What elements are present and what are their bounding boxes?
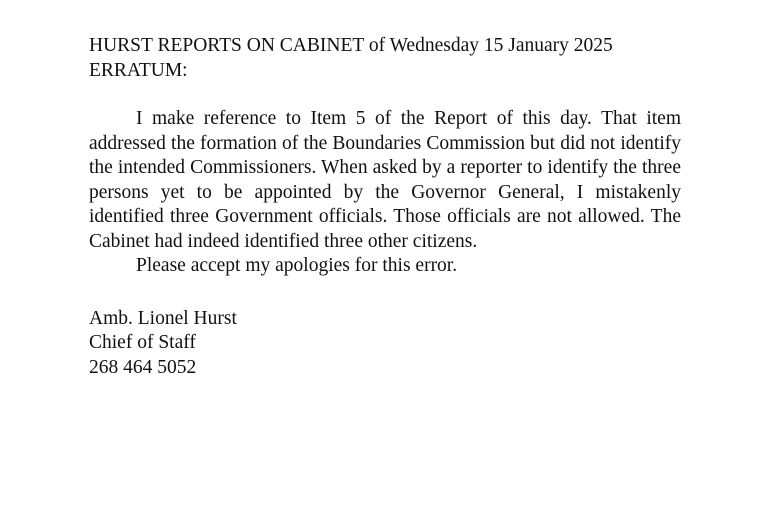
erratum-heading: ERRATUM: [89,59,188,81]
signature-block [89,307,681,381]
signatory-position: Chief of Staff [89,332,196,353]
document [89,34,681,380]
apology-paragraph: Please accept my apologies for this error. [136,255,458,276]
body-paragraph: I make reference to Item 5 of the Report of this day. That item addressed the formation of the Boundaries Commission but did not identify the intended Commissioners. When asked by a reporter to identify the three persons yet to be appointed by the Governor General, I mistakenly identified three Government officials. Those officials are not allowed. The Cabinet had indeed identified three other citizens. [89,108,681,252]
contact-phone: 268 464 5052 [89,356,197,378]
signatory-name: Amb. Lionel Hurst [89,307,237,329]
document-title: HURST REPORTS ON CABINET of Wednesday 15 January 2025 [89,35,613,56]
